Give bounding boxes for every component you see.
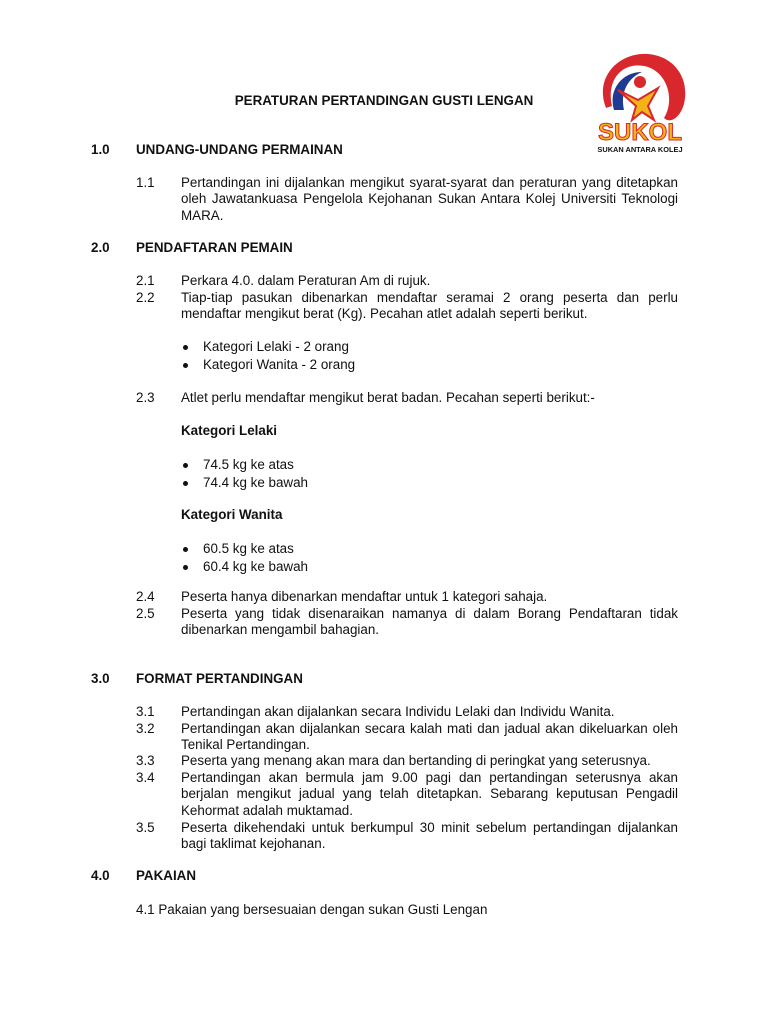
section-1-heading: UNDANG-UNDANG PERMAINAN: [136, 142, 343, 157]
item-1-1-number: 1.1: [136, 175, 155, 190]
item-4-1-text: 4.1 Pakaian yang bersesuaian dengan sukan Gusti Lengan: [136, 902, 488, 917]
item-3-4-text: Pertandingan akan bermula jam 9.00 pagi dan pertandingan seterusnya akan berjalan mengikut jadual yang telah ditetapkan. Sebarang keputusan Pengadil Kehormat adalah muktamad.: [181, 770, 678, 818]
section-2-number: 2.0: [91, 240, 110, 255]
item-2-3-number: 2.3: [136, 390, 155, 405]
item-2-5-number: 2.5: [136, 606, 155, 621]
section-4-heading: PAKAIAN: [136, 868, 197, 883]
item-2-1-text: Perkara 4.0. dalam Peraturan Am di rujuk.: [181, 273, 431, 288]
item-2-1-number: 2.1: [136, 273, 155, 288]
female-weight-list: [181, 541, 308, 576]
item-2-2-text: Tiap-tiap pasukan dibenarkan mendaftar seramai 2 orang peserta dan perlu mendaftar mengikut berat (Kg). Pecahan atlet adalah seperti berikut.: [181, 290, 678, 322]
item-3-4-number: 3.4: [136, 770, 155, 785]
list-item: Kategori Lelaki - 2 orang: [181, 339, 355, 357]
item-1-1-text: Pertandingan ini dijalankan mengikut syarat-syarat dan peraturan yang ditetapkan oleh Jawatankuasa Pengelola Kejohanan Sukan Antara Kolej Universiti Teknologi MARA.: [181, 175, 678, 223]
category-count-list: [181, 339, 355, 374]
logo-subtitle: SUKAN ANTARA KOLEJ: [597, 145, 683, 154]
item-2-5-text: Peserta yang tidak disenaraikan namanya di dalam Borang Pendaftaran tidak dibenarkan mengambil bahagian.: [181, 606, 678, 638]
item-2-2-number: 2.2: [136, 290, 155, 305]
item-3-2-number: 3.2: [136, 721, 155, 736]
item-2-4-number: 2.4: [136, 589, 155, 604]
item-3-1-number: 3.1: [136, 704, 155, 719]
section-3-heading: FORMAT PERTANDINGAN: [136, 671, 303, 686]
page-title: PERATURAN PERTANDINGAN GUSTI LENGAN: [234, 93, 534, 108]
section-1-number: 1.0: [91, 142, 110, 157]
list-item: 74.5 kg ke atas: [181, 457, 308, 475]
item-3-2-text: Pertandingan akan dijalankan secara kalah mati dan jadual akan dikeluarkan oleh Tenikal Pertandingan.: [181, 721, 678, 753]
female-category-heading: Kategori Wanita: [181, 507, 283, 522]
list-item: 74.4 kg ke bawah: [181, 475, 308, 493]
male-weight-list: [181, 457, 308, 492]
section-3-number: 3.0: [91, 671, 110, 686]
logo-wordmark: SUKOL: [598, 119, 682, 146]
item-3-1-text: Pertandingan akan dijalankan secara Individu Lelaki dan Individu Wanita.: [181, 704, 615, 719]
item-3-3-text: Peserta yang menang akan mara dan bertanding di peringkat yang seterusnya.: [181, 753, 651, 768]
item-3-3-number: 3.3: [136, 753, 155, 768]
item-3-5-text: Peserta dikehendaki untuk berkumpul 30 minit sebelum pertandingan dijalankan bagi taklimat kejohanan.: [181, 820, 678, 852]
list-item: Kategori Wanita - 2 orang: [181, 357, 355, 375]
list-item: 60.4 kg ke bawah: [181, 559, 308, 577]
male-category-heading: Kategori Lelaki: [181, 423, 277, 438]
section-4-number: 4.0: [91, 868, 110, 883]
section-2-heading: PENDAFTARAN PEMAIN: [136, 240, 293, 255]
item-2-4-text: Peserta hanya dibenarkan mendaftar untuk 1 kategori sahaja.: [181, 589, 548, 604]
list-item: 60.5 kg ke atas: [181, 541, 308, 559]
item-2-3-text: Atlet perlu mendaftar mengikut berat badan. Pecahan seperti berikut:-: [181, 390, 595, 405]
logo-figure-head: [634, 76, 646, 88]
item-3-5-number: 3.5: [136, 820, 155, 835]
